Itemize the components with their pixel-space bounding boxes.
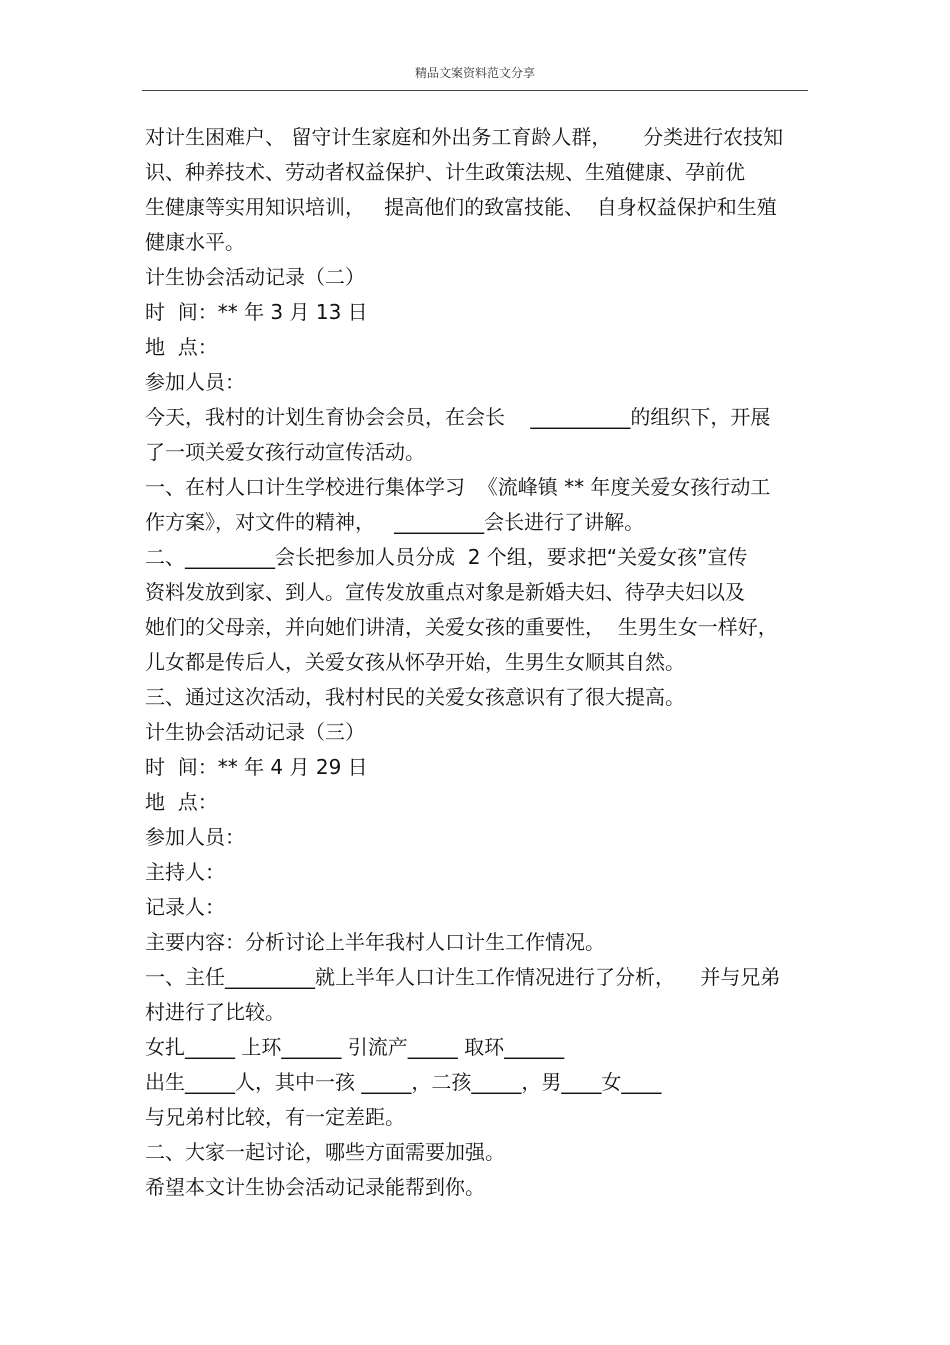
- text-line: 希望本文计生协会活动记录能帮到你。: [145, 1175, 485, 1199]
- page-header: 精品文案资料范文分享: [414, 66, 535, 80]
- text-line: 生健康等实用知识培训， 提高他们的致富技能、 自身权益保护和生殖: [145, 195, 777, 219]
- text-line: 了一项关爱女孩行动宣传活动。: [145, 440, 425, 464]
- text-line: 主要内容：分析讨论上半年我村人口计生工作情况。: [145, 930, 605, 954]
- header-rule: [142, 90, 808, 91]
- text-line: 时 间：** 年 4 月 29 日: [145, 755, 368, 779]
- text-line: 一、在村人口计生学校进行集体学习 《流峰镇 ** 年度关爱女孩行动工: [145, 475, 771, 499]
- text-line: 女扎_____ 上环______ 引流产_____ 取环______: [145, 1035, 565, 1059]
- text-line: 作方案》，对文件的精神， _________会长进行了讲解。: [145, 510, 645, 534]
- section-title: 计生协会活动记录（三）: [145, 720, 365, 744]
- text-line: 一、主任_________就上半年人口计生工作情况进行了分析， 并与兄弟: [145, 965, 781, 989]
- text-line: 地 点：: [145, 790, 218, 814]
- document-body: [145, 120, 805, 1205]
- text-line: 参加人员：: [145, 825, 245, 849]
- text-line: 她们的父母亲，并向她们讲清，关爱女孩的重要性， 生男生女一样好，: [145, 615, 778, 639]
- text-line: 时 间：** 年 3 月 13 日: [145, 300, 368, 324]
- text-line: 记录人：: [145, 895, 225, 919]
- text-line: 二、_________会长把参加人员分成 2 个组，要求把“关爱女孩”宣传: [145, 545, 748, 569]
- text-line: 主持人：: [145, 860, 225, 884]
- text-line: 三、通过这次活动，我村村民的关爱女孩意识有了很大提高。: [145, 685, 685, 709]
- text-line: 村进行了比较。: [145, 1000, 285, 1024]
- text-line: 参加人员：: [145, 370, 245, 394]
- text-line: 识、种养技术、劳动者权益保护、计生政策法规、生殖健康、孕前优: [145, 160, 745, 184]
- text-line: 地 点：: [145, 335, 218, 359]
- text-line: 二、大家一起讨论，哪些方面需要加强。: [145, 1140, 505, 1164]
- text-line: 与兄弟村比较，有一定差距。: [145, 1105, 405, 1129]
- text-line: 资料发放到家、到人。宣传发放重点对象是新婚夫妇、待孕夫妇以及: [145, 580, 745, 604]
- text-line: 健康水平。: [145, 230, 245, 254]
- section-title: 计生协会活动记录（二）: [145, 265, 365, 289]
- text-line: 出生_____人，其中一孩 _____，二孩_____，男____女____: [145, 1070, 662, 1094]
- text-line: 对计生困难户、 留守计生家庭和外出务工育龄人群， 分类进行农技知: [145, 125, 784, 149]
- text-line: 儿女都是传后人，关爱女孩从怀孕开始，生男生女顺其自然。: [145, 650, 685, 674]
- text-line: 今天，我村的计划生育协会会员，在会长 __________的组织下，开展: [145, 405, 771, 429]
